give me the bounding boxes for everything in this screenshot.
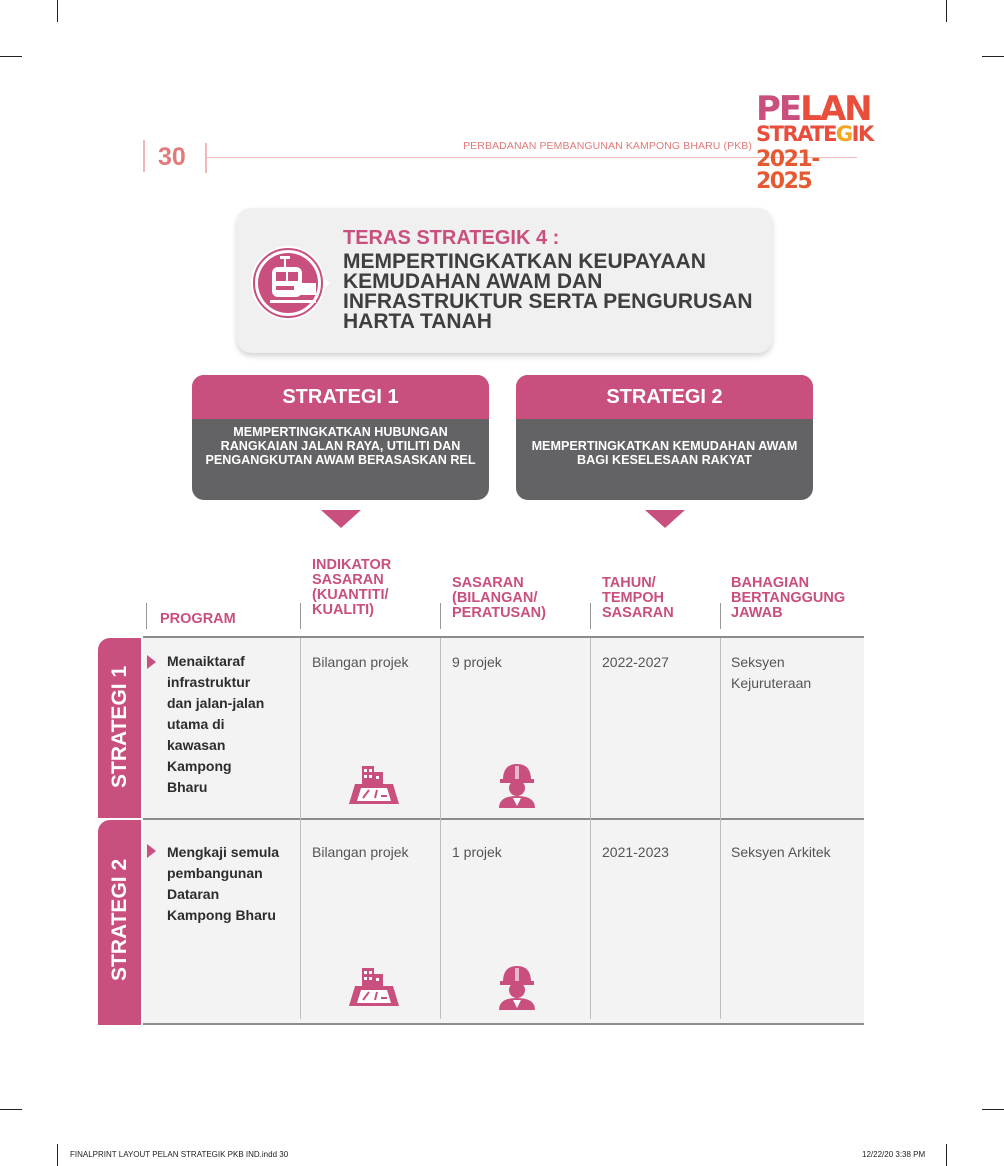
column-divider [146, 603, 147, 629]
header-divider [143, 140, 145, 172]
worker-icon [495, 760, 539, 808]
crop-mark [946, 0, 947, 22]
header-divider [205, 143, 207, 173]
logo-text: G [835, 122, 852, 146]
side-label: STRATEGI 1 [108, 665, 131, 788]
logo-text: IK [851, 122, 873, 146]
header-program: PROGRAM [160, 611, 236, 627]
header-sasaran: SASARAN (BILANGAN/ PERATUSAN) [452, 575, 546, 621]
tahun-cell: 2022-2027 [602, 654, 669, 670]
building-plan-icon [347, 962, 401, 1010]
org-title: PERBADANAN PEMBANGUNAN KAMPONG BHARU (PKB) [463, 140, 752, 152]
logo-text: LAN [800, 89, 871, 129]
indikator-cell: Bilangan projek [312, 844, 409, 860]
program-text: Mengkaji semula pembangunan Dataran Kampong Bharu [167, 844, 280, 923]
page-number: 30 [158, 143, 186, 171]
column-line [720, 638, 721, 1019]
crop-mark [982, 1109, 1004, 1110]
crop-mark [982, 56, 1004, 57]
strategy-card-2 [516, 375, 813, 500]
table-rule [143, 1023, 864, 1025]
crop-mark [0, 56, 22, 57]
header-indikator: INDIKATOR SASARAN (KUANTITI/ KUALITI) [312, 557, 392, 618]
column-line [590, 638, 591, 1019]
sasaran-cell: 9 projek [452, 654, 502, 670]
column-divider [590, 603, 591, 629]
teras-title: TERAS STRATEGIK 4 : [343, 227, 560, 249]
column-line [440, 638, 441, 1019]
crop-mark [57, 0, 58, 22]
crop-mark [57, 1144, 58, 1166]
tahun-cell: 2021-2023 [602, 844, 669, 860]
building-plan-icon [347, 760, 401, 808]
column-divider [300, 603, 301, 629]
logo-text: STRATE [756, 122, 836, 146]
header-bahagian: BAHAGIAN BERTANGGUNG JAWAB [731, 575, 846, 621]
indikator-cell: Bilangan projek [312, 654, 409, 670]
footer-file: FINALPRINT LAYOUT PELAN STRATEGIK PKB IND.indd 30 [70, 1150, 289, 1159]
arrow-down-icon [321, 510, 361, 528]
logo [756, 89, 873, 194]
strategy-description: MEMPERTINGKATKAN HUBUNGAN RANGKAIAN JALAN RAYA, UTILITI DAN PENGANGKUTAN AWAM BERASASKAN REL [205, 425, 476, 467]
bahagian-cell: Seksyen Kejuruteraan [731, 654, 812, 691]
table-rule [143, 818, 864, 820]
column-divider [440, 603, 441, 629]
crop-mark [0, 1109, 22, 1110]
worker-icon [495, 962, 539, 1010]
program-text: Menaiktaraf infrastruktur dan jalan-jalan utama di kawasan Kampong Bharu [167, 653, 265, 795]
bullet-marker-icon [147, 844, 156, 858]
crop-mark [946, 1144, 947, 1166]
logo-text: 2021-2025 [756, 147, 819, 194]
bahagian-cell: Seksyen Arkitek [731, 844, 831, 860]
footer-stamp: 12/22/20 3:38 PM [862, 1150, 926, 1159]
bullet-marker-icon [147, 655, 156, 669]
train-icon [250, 243, 330, 323]
strategy-title: STRATEGI 1 [192, 375, 489, 419]
sasaran-cell: 1 projek [452, 844, 502, 860]
column-line [300, 638, 301, 1019]
strategy-description: MEMPERTINGKATKAN KEMUDAHAN AWAM BAGI KESELESAAN RAKYAT [531, 439, 798, 467]
strategy-title: STRATEGI 2 [516, 375, 813, 419]
header-tahun: TAHUN/ TEMPOH SASARAN [602, 575, 674, 621]
table-rule [143, 636, 864, 638]
side-label: STRATEGI 2 [108, 858, 131, 981]
logo-text: PE [756, 89, 801, 129]
column-divider [720, 603, 721, 629]
arrow-down-icon [645, 510, 685, 528]
strategy-card-1 [192, 375, 489, 500]
teras-description: MEMPERTINGKATKAN KEUPAYAAN KEMUDAHAN AWAM DAN INFRASTRUKTUR SERTA PENGURUSAN HARTA TANAH [343, 250, 753, 333]
